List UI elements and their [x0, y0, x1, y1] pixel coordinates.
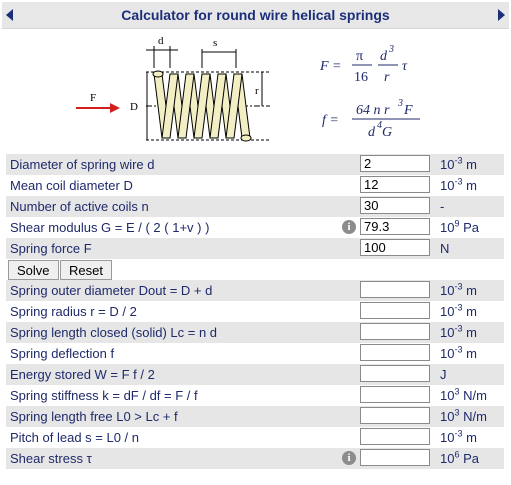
formula1-tau: τ [402, 59, 408, 74]
formula2-exp3: 3 [398, 98, 403, 109]
formula1-lhs: F = [320, 59, 342, 74]
output-row-deflection [6, 343, 504, 364]
shear-modulus-input[interactable] [360, 218, 430, 235]
output-row-spring-radius [6, 301, 504, 322]
spring-diagram [70, 32, 280, 150]
unit-label: $10^{-3}$ m [440, 344, 477, 361]
solve-button[interactable]: Solve [8, 260, 59, 280]
outer-diameter-output[interactable] [360, 281, 430, 298]
formula1-pi: π [356, 49, 364, 64]
reset-button[interactable]: Reset [60, 260, 112, 280]
length-free-output[interactable] [360, 407, 430, 424]
title-bar [2, 2, 509, 29]
output-label: Energy stored W = F f / 2 [10, 367, 155, 382]
info-icon[interactable]: i [342, 451, 356, 465]
deflection-output[interactable] [360, 344, 430, 361]
diagram-label-d: d [158, 35, 164, 47]
output-label: Spring length closed (solid) Lc = n d [10, 325, 218, 340]
output-label: Pitch of lead s = L0 / n [10, 430, 139, 445]
formula2-num: 64 n r [356, 103, 390, 118]
mean-coil-diameter-input[interactable] [360, 176, 430, 193]
unit-label: $10^{-3}$ m [440, 302, 477, 319]
unit-label: $10^9$ Pa [440, 218, 479, 235]
input-row-mean-coil-diameter [6, 175, 504, 196]
input-label: Shear modulus G = E / ( 2 ( 1+v ) ) [10, 220, 210, 235]
formula2-lhs: f = [322, 113, 339, 128]
formula1-exp3: 3 [389, 44, 394, 55]
input-label: Diameter of spring wire d [10, 157, 155, 172]
unit-label: J [440, 367, 447, 382]
unit-label: $10^6$ Pa [440, 449, 479, 466]
input-row-spring-force [6, 238, 504, 259]
spring-force-input[interactable] [360, 239, 430, 256]
next-arrow-icon[interactable] [498, 9, 505, 21]
output-label: Shear stress τ [10, 451, 92, 466]
diagram-label-r: r [255, 85, 259, 97]
formula1-d: d [380, 49, 387, 64]
info-icon[interactable]: i [342, 220, 356, 234]
input-row-active-coils [6, 196, 504, 217]
output-row-shear-stress [6, 448, 504, 469]
input-row-shear-modulus [6, 217, 504, 238]
unit-label: $10^{-3}$ m [440, 323, 477, 340]
unit-label: $10^{-3}$ m [440, 428, 477, 445]
input-row-wire-diameter [6, 154, 504, 175]
diagram-label-D: D [130, 101, 138, 113]
output-label: Spring deflection f [10, 346, 115, 361]
button-row [6, 258, 504, 282]
unit-label: $10^3$ N/m [440, 407, 487, 424]
energy-output[interactable] [360, 365, 430, 382]
output-row-length-closed [6, 322, 504, 343]
formula2-G: G [382, 125, 393, 140]
input-label: Mean coil diameter D [10, 178, 133, 193]
output-label: Spring stiffness k = dF / df = F / f [10, 388, 198, 403]
wire-diameter-input[interactable] [360, 155, 430, 172]
formula2-exp4: 4 [377, 120, 382, 131]
output-row-energy [6, 364, 504, 385]
diagram-label-s: s [213, 37, 218, 49]
formula1-r: r [384, 70, 390, 85]
formula2-d: d [368, 125, 375, 140]
spring-radius-output[interactable] [360, 302, 430, 319]
output-row-outer-diameter [6, 280, 504, 301]
input-label: Spring force F [10, 241, 92, 256]
unit-label: $10^{-3}$ m [440, 281, 477, 298]
output-row-stiffness [6, 385, 504, 406]
diagram-label-F: F [90, 92, 97, 104]
output-row-pitch [6, 427, 504, 448]
formula2-F: F [404, 103, 413, 118]
output-label: Spring outer diameter Dout = D + d [10, 283, 213, 298]
unit-label: - [440, 199, 445, 214]
formula1-16: 16 [354, 70, 368, 85]
page-title: Calculator for round wire helical springs [121, 7, 390, 23]
input-label: Number of active coils n [10, 199, 149, 214]
unit-label: $10^3$ N/m [440, 386, 487, 403]
formulas [320, 40, 460, 150]
output-label: Spring radius r = D / 2 [10, 304, 137, 319]
pitch-output[interactable] [360, 428, 430, 445]
unit-label: $10^{-3}$ m [440, 176, 477, 193]
output-label: Spring length free L0 > Lc + f [10, 409, 178, 424]
unit-label: N [440, 241, 450, 256]
shear-stress-output[interactable] [360, 449, 430, 466]
unit-label: $10^{-3}$ m [440, 155, 477, 172]
length-closed-output[interactable] [360, 323, 430, 340]
output-row-length-free [6, 406, 504, 427]
stiffness-output[interactable] [360, 386, 430, 403]
active-coils-input[interactable] [360, 197, 430, 214]
